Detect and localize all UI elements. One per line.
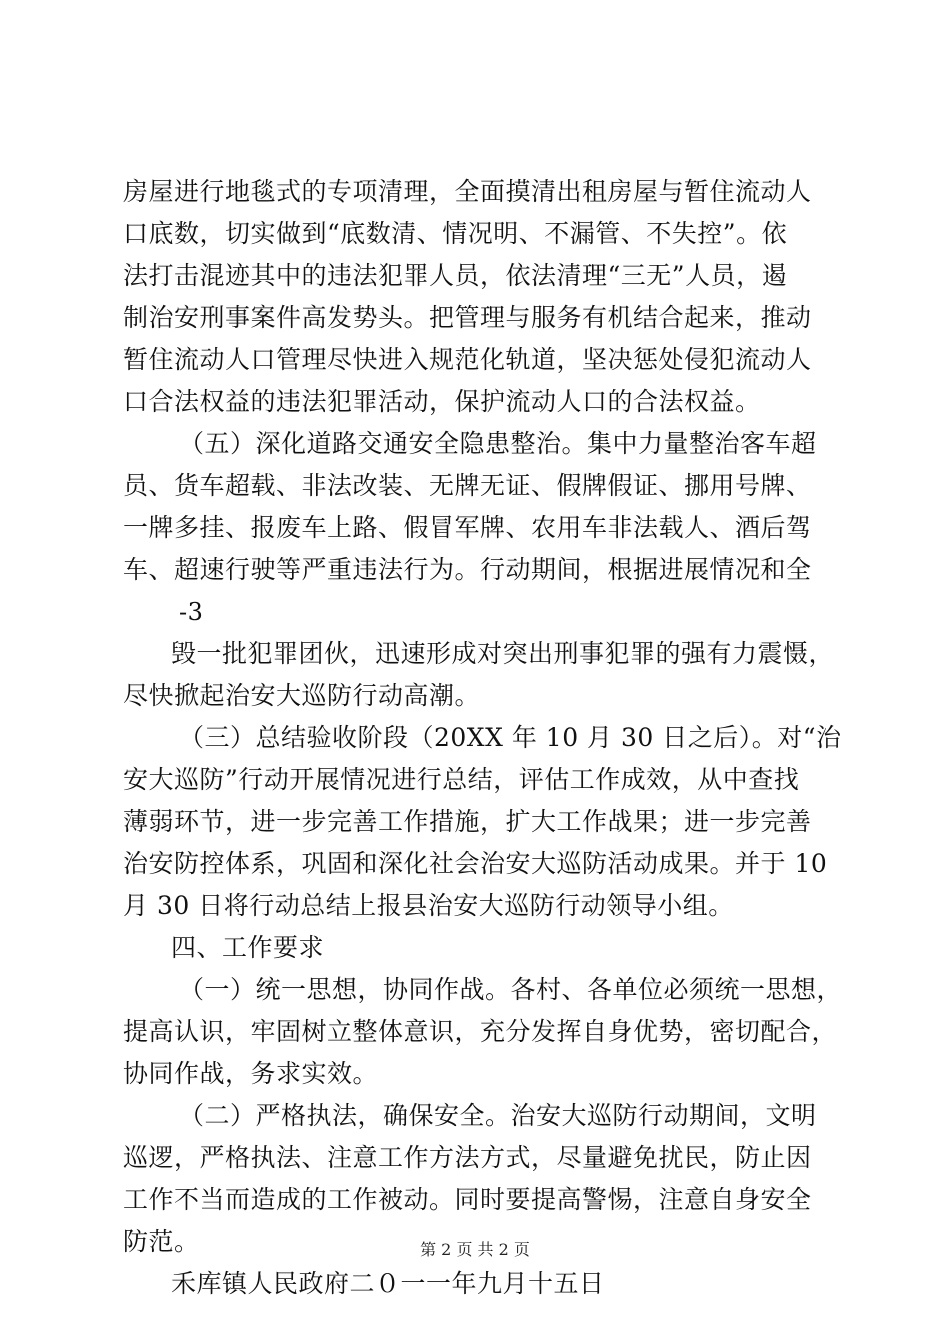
section-heading: 四、工作要求 xyxy=(171,933,325,962)
text-line: 提高认识，牢固树立整体意识，充分发挥自身优势，密切配合， xyxy=(123,1017,838,1046)
text-line: （三）总结验收阶段（20XX 年 10 月 30 日之后）。对“治 xyxy=(179,723,842,752)
text-line: 口底数，切实做到“底数清、情况明、不漏管、不失控”。依 xyxy=(123,219,788,248)
page-marker: -3 xyxy=(179,598,204,626)
text-line: 安大巡防”行动开展情况进行总结，评估工作成效，从中查找 xyxy=(123,765,800,794)
text-line: 房屋进行地毯式的专项清理，全面摸清出租房屋与暂住流动人 xyxy=(123,177,812,206)
text-line: 巡逻，严格执法、注意工作方法方式，尽量避免扰民，防止因 xyxy=(123,1143,812,1172)
page-footer: 第 2 页 共 2 页 xyxy=(420,1240,530,1259)
text-line: 治安防控体系，巩固和深化社会治安大巡防活动成果。并于 10 xyxy=(123,849,828,878)
signature-line: 禾库镇人民政府二０一一年九月十五日 xyxy=(171,1269,605,1298)
text-line: （二）严格执法，确保安全。治安大巡防行动期间，文明 xyxy=(179,1101,817,1130)
text-line: （五）深化道路交通安全隐患整治。集中力量整治客车超 xyxy=(179,429,817,458)
text-line: 一牌多挂、报废车上路、假冒军牌、农用车非法载人、酒后驾 xyxy=(123,513,812,542)
text-line: 法打击混迹其中的违法犯罪人员，依法清理“三无”人员，遏 xyxy=(123,261,788,290)
text-line: 工作不当而造成的工作被动。同时要提高警惕，注意自身安全 xyxy=(123,1185,812,1214)
text-line: 口合法权益的违法犯罪活动，保护流动人口的合法权益。 xyxy=(123,387,761,416)
text-line: 协同作战，务求实效。 xyxy=(123,1059,379,1088)
text-line: 防范。 xyxy=(123,1227,200,1256)
text-line: 毁一批犯罪团伙，迅速形成对突出刑事犯罪的强有力震慑， xyxy=(171,639,835,668)
text-line: 制治安刑事案件高发势头。把管理与服务有机结合起来，推动 xyxy=(123,303,812,332)
text-line: 尽快掀起治安大巡防行动高潮。 xyxy=(123,681,481,710)
document-body xyxy=(123,171,843,1305)
text-line: 车、超速行驶等严重违法行为。行动期间，根据进展情况和全 xyxy=(123,555,812,584)
text-line: 员、货车超载、非法改装、无牌无证、假牌假证、挪用号牌、 xyxy=(123,471,812,500)
text-line: 薄弱环节，进一步完善工作措施，扩大工作战果；进一步完善 xyxy=(123,807,812,836)
text-line: 暂住流动人口管理尽快进入规范化轨道，坚决惩处侵犯流动人 xyxy=(123,345,812,374)
text-line: 月 30 日将行动总结上报县治安大巡防行动领导小组。 xyxy=(123,891,734,920)
text-line: （一）统一思想，协同作战。各村、各单位必须统一思想， xyxy=(179,975,843,1004)
